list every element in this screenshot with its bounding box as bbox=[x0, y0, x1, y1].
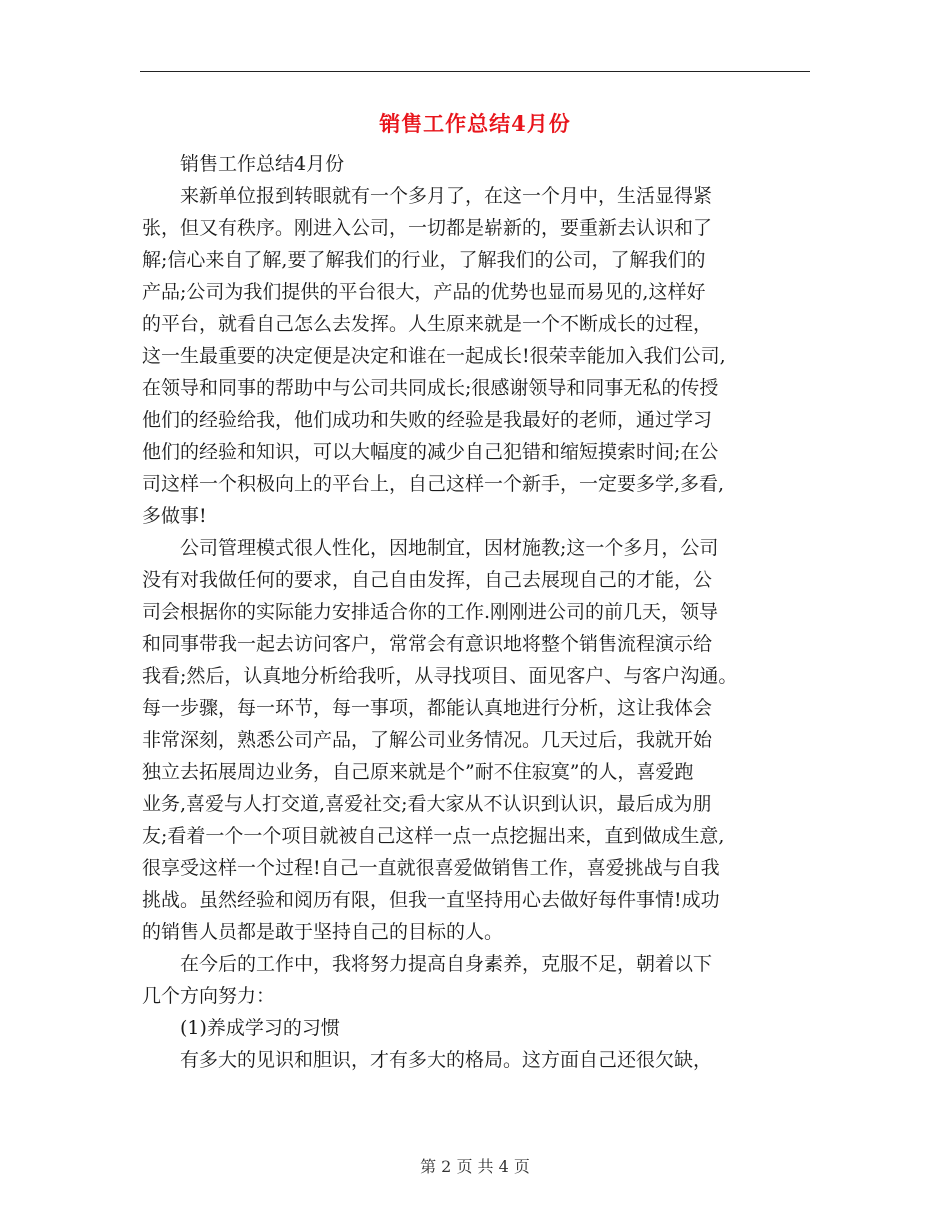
text-line: 我看;然后，认真地分析给我听，从寻找项目、面见客户、与客户沟通。 bbox=[142, 665, 738, 687]
text-line: 他们的经验给我，他们成功和失败的经验是我最好的老师，通过学习 bbox=[142, 409, 713, 431]
text-line: 这一生最重要的决定便是决定和谁在一起成长!很荣幸能加入我们公司, bbox=[142, 345, 726, 367]
page-footer: 第 2 页 共 4 页 bbox=[420, 1157, 530, 1176]
text-line: 业务,喜爱与人打交道,喜爱社交;看大家从不认识到认识，最后成为朋 bbox=[142, 793, 712, 815]
text-line: 在今后的工作中，我将努力提高自身素养，克服不足，朝着以下 bbox=[142, 953, 713, 975]
text-line: 每一步骤，每一环节，每一事项，都能认真地进行分析，这让我体会 bbox=[142, 697, 713, 719]
header-rule bbox=[140, 71, 810, 72]
text-line: 没有对我做任何的要求，自己自由发挥，自己去展现自己的才能，公 bbox=[142, 569, 713, 591]
text-line: 在领导和同事的帮助中与公司共同成长;很感谢领导和同事无私的传授 bbox=[142, 377, 719, 399]
text-line: 非常深刻，熟悉公司产品，了解公司业务情况。几天过后，我就开始 bbox=[142, 729, 713, 751]
text-line: 解;信心来自了解,要了解我们的行业，了解我们的公司，了解我们的 bbox=[142, 249, 706, 271]
text-line: 的平台，就看自己怎么去发挥。人生原来就是一个不断成长的过程， bbox=[142, 313, 713, 335]
text-line: 来新单位报到转眼就有一个多月了，在这一个月中，生活显得紧 bbox=[142, 185, 713, 207]
text-line: 有多大的见识和胆识，才有多大的格局。这方面自己还很欠缺， bbox=[142, 1049, 713, 1071]
text-line: 友;看着一个一个项目就被自己这样一点一点挖掘出来，直到做成生意, bbox=[142, 825, 725, 847]
document-body bbox=[142, 148, 818, 1076]
text-line: 挑战。虽然经验和阅历有限，但我一直坚持用心去做好每件事情!成功 bbox=[142, 889, 720, 911]
text-line: 独立去拓展周边业务，自己原来就是个”耐不住寂寞”的人，喜爱跑 bbox=[142, 761, 694, 783]
document-title: 销售工作总结4月份 bbox=[379, 111, 571, 136]
text-line: 多做事! bbox=[142, 505, 207, 527]
text-line: 的销售人员都是敢于坚持自己的目标的人。 bbox=[142, 921, 504, 943]
text-line: 销售工作总结4月份 bbox=[142, 153, 345, 175]
text-line: 几个方向努力： bbox=[142, 985, 276, 1007]
text-line: 和同事带我一起去访问客户，常常会有意识地将整个销售流程演示给 bbox=[142, 633, 713, 655]
text-line: 司会根据你的实际能力安排适合你的工作.刚刚进公司的前几天，领导 bbox=[142, 601, 719, 623]
text-line: 产品;公司为我们提供的平台很大，产品的优势也显而易见的,这样好 bbox=[142, 281, 706, 303]
text-line: (1)养成学习的习惯 bbox=[142, 1017, 340, 1039]
text-line: 司这样一个积极向上的平台上，自己这样一个新手，一定要多学,多看, bbox=[142, 473, 725, 495]
text-line: 张，但又有秩序。刚进入公司，一切都是崭新的，要重新去认识和了 bbox=[142, 217, 713, 239]
text-line: 很享受这样一个过程!自己一直就很喜爱做销售工作，喜爱挑战与自我 bbox=[142, 857, 720, 879]
text-line: 他们的经验和知识，可以大幅度的减少自己犯错和缩短摸索时间;在公 bbox=[142, 441, 719, 463]
text-line: 公司管理模式很人性化，因地制宜，因材施教;这一个多月，公司 bbox=[142, 537, 719, 559]
